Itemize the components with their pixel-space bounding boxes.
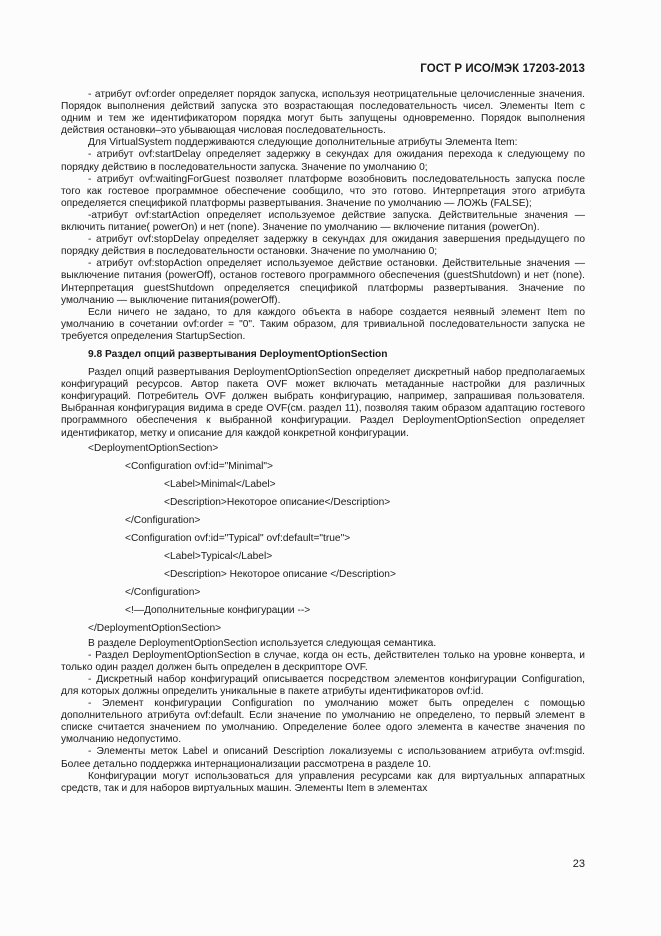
paragraph-configurations: Конфигурации могут использоваться для управления ресурсами как для виртуальных аппаратных средств, так и для наборов виртуальных машин. Элементы Item в элементах [61, 770, 585, 794]
paragraph-stopdelay: - атрибут ovf:stopDelay определяет задержку в секундах для ожидания завершения предыдущего по порядку действия в последовательности остановки. Значение по умолчанию 0; [61, 234, 585, 258]
paragraph-startaction: -атрибут ovf:startAction определяет используемое действие запуска. Действительные значения — включить питание( powerOn) и нет (none). Значение по умолчанию — включение питания (powerOn). [61, 209, 585, 234]
code-line: <Description> Некоторое описание </Description> [164, 568, 396, 580]
paragraph-default-config: - Элемент конфигурации Configuration по умолчанию может быть определен с помощью дополнительного атрибута ovf:default. Если значение по умолчанию не определено, то первый элемент в списке считается значением по умолчанию. Определение более одого элемента в качестве значения по умолчанию недопустимо. [61, 698, 585, 746]
section-heading: 9.8 Раздел опций развертывания DeploymentOptionSection [88, 348, 388, 360]
paragraph-section-intro: Раздел опций развертывания DeploymentOptionSection определяет дискретный набор предполагаемых конфигураций ресурсов. Автор пакета OVF может включать метаданные настройки для различных конфигураций. Потребитель OVF должен выбрать конфигурацию, например, запрашивая пользователя. Выбранная конфигурация видима в среде OVF(см. раздел 11), позволяя таким образом адаптацию гостевого программного обеспечения к выбранной конфигурации. Раздел DeploymentOptionSection определяет идентификатор, метку и описание для каждой конкретной конфигурации. [61, 367, 585, 439]
code-line: <Configuration ovf:id="Typical" ovf:default="true"> [125, 532, 351, 544]
code-line: <!—Дополнительные конфигурации --> [125, 604, 311, 616]
paragraph-order: - атрибут ovf:order определяет порядок запуска, используя неотрицательные целочисленные значения. Порядок выполнения действий запуска это возрастающая последовательность чисел. Элементы Item с одним и тем же идентификатором порядка могут быть запущены одновременно. Порядок выполнения действия остановки–это убывающая числовая последовательность. [61, 89, 585, 137]
paragraph-stopaction: - атрибут ovf:stopAction определяет используемое действие остановки. Действительные значения — выключение питания (powerOff), останов гостевого программного обеспечения (guestShutdown) и нет (none). Интерпретация guestShutdown определяется спецификой платформы развертывания. Значение по умолчанию — выключение питания(powerOff). [61, 258, 585, 306]
standard-header: ГОСТ Р ИСО/МЭК 17203-2013 [420, 63, 585, 75]
code-line: </Configuration> [125, 586, 201, 598]
code-example [61, 440, 585, 638]
page-number: 23 [572, 858, 585, 870]
paragraph-startdelay: - атрибут ovf:startDelay определяет задержку в секундах для ожидания перехода к следующему по порядку действию в последовательности запуска. Значение по умолчанию 0; [61, 149, 585, 173]
page-content [61, 89, 585, 795]
paragraph-discrete-set: - Дискретный набор конфигураций описывается посредством элементов конфигурации Configuration, для которых должны определить уникальные в пакете атрибуты идентификаторов ovf:id. [61, 673, 585, 697]
paragraph-virtualsystem: Для VirtualSystem поддерживаются следующие дополнительные атрибуты Элемента Item: [88, 137, 518, 149]
paragraph-semantics: В разделе DeploymentOptionSection используется следующая семантика. [88, 637, 437, 649]
code-line: </Configuration> [125, 514, 201, 526]
code-line: <DeploymentOptionSection> [88, 442, 219, 454]
paragraph-envelope-level: - Раздел DeploymentOptionSection в случае, когда он есть, действителен только на уровне конверта, и только один раздел должен быть определен в дескрипторе OVF. [61, 649, 585, 673]
paragraph-waitingforguest: - атрибут ovf:waitingForGuest позволяет платформе возобновить последовательность запуска после того как гостевое программное обеспечение сообщило, что это готово. Интерпретация этого атрибута определяется спецификой платформы развертывания. Значение по умолчанию — ЛОЖЬ (FALSE); [61, 173, 585, 209]
code-line: <Label>Typical</Label> [164, 550, 273, 562]
code-line: <Description>Некоторое описание</Description> [164, 496, 391, 508]
paragraph-localization: - Элементы меток Label и описаний Description локализуемы с использованием атрибута ovf:msgid. Более детально поддержка интернационализации рассмотрена в разделе 10. [61, 746, 585, 770]
paragraph-default-item: Если ничего не задано, то для каждого объекта в наборе создается неявный элемент Item по умолчанию в сочетании ovf:order = "0". Таким образом, для тривиальной последовательности запуска не требуется определения StartupSection. [61, 306, 585, 342]
code-line: <Configuration ovf:id="Minimal"> [125, 460, 273, 472]
code-line: </DeploymentOptionSection> [88, 622, 222, 634]
code-line: <Label>Minimal</Label> [164, 478, 276, 490]
